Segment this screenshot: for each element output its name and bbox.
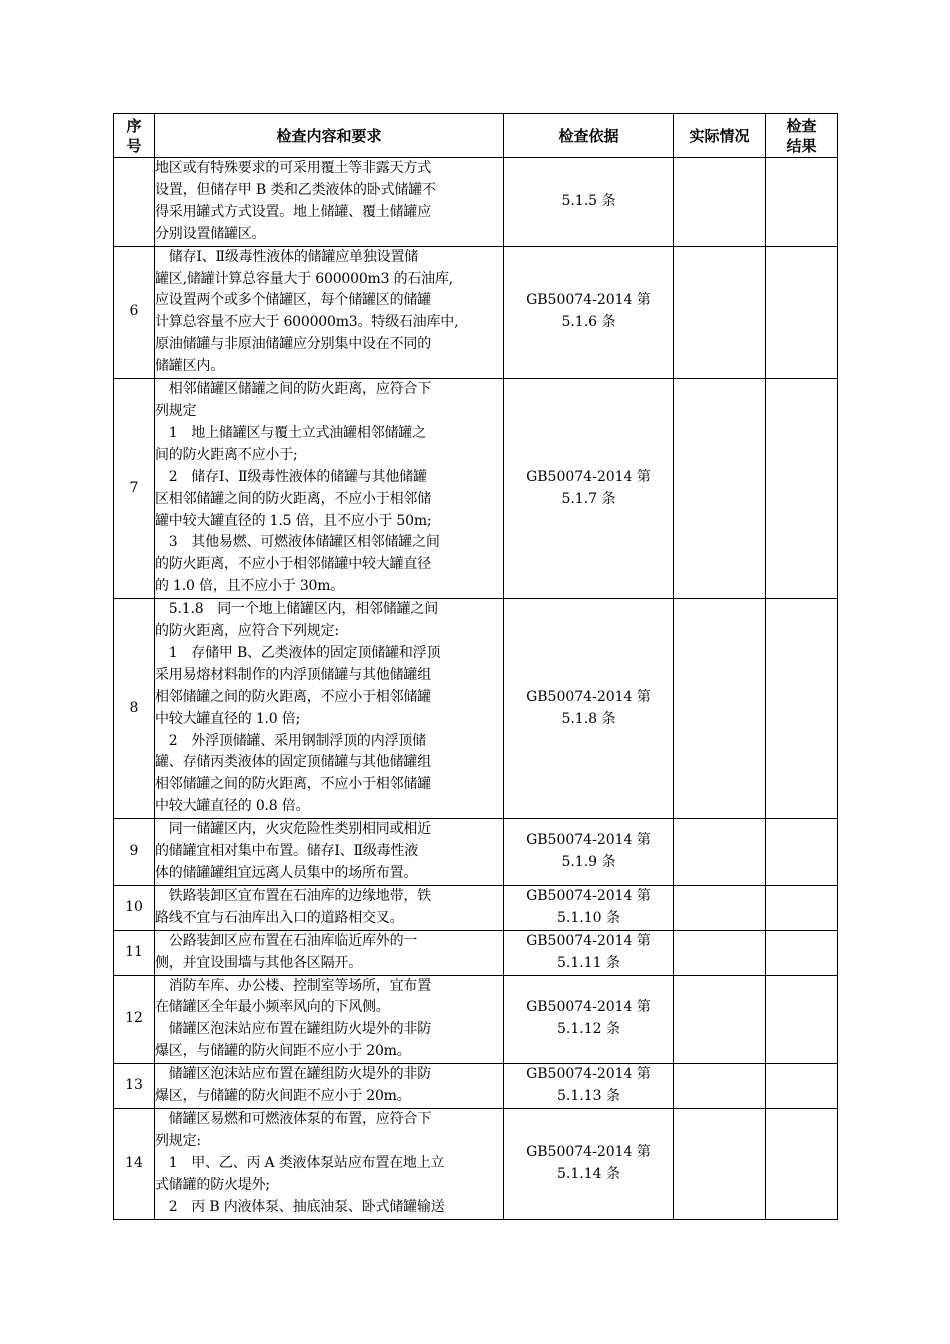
row-result[interactable]	[766, 158, 838, 247]
content-line: 2 储存Ⅰ、Ⅱ级毒性液体的储罐与其他储罐	[155, 468, 427, 485]
row-result[interactable]	[766, 246, 838, 378]
content-line: 分别设置储罐区。	[155, 225, 266, 242]
content-line: 2 外浮顶储罐、采用钢制浮顶的内浮顶储	[155, 732, 426, 749]
table-row	[114, 246, 838, 378]
content-line: 的防火距离，不应小于相邻储罐中较大罐直径	[155, 556, 431, 573]
content-line: 中较大罐直径的 1.0 倍;	[155, 710, 301, 727]
table-row	[114, 158, 838, 247]
content-line: 的储罐宜相对集中布置。储存Ⅰ、Ⅱ级毒性液	[155, 843, 419, 860]
row-basis	[504, 599, 674, 819]
header-content: 检查内容和要求	[155, 114, 504, 158]
content-line: 1 甲、乙、丙 A 类液体泵站应布置在地上立	[155, 1154, 445, 1171]
row-basis	[504, 819, 674, 886]
row-content	[155, 930, 504, 975]
table-row	[114, 1108, 838, 1219]
basis-line: GB50074-2014 第	[526, 1143, 651, 1160]
content-line: 储罐区易燃和可燃液体泵的布置，应符合下	[155, 1110, 431, 1127]
content-line: 区相邻储罐之间的防火距离，不应小于相邻储	[155, 490, 431, 507]
row-number: 10	[114, 885, 155, 930]
row-basis	[504, 379, 674, 599]
inspection-checklist-table	[113, 113, 838, 1220]
row-result[interactable]	[766, 379, 838, 599]
basis-line: GB50074-2014 第	[526, 688, 651, 705]
content-line: 应设置两个或多个储罐区，每个储罐区的储罐	[155, 292, 431, 309]
row-number	[114, 158, 155, 247]
row-content	[155, 599, 504, 819]
content-line: 中较大罐直径的 0.8 倍。	[155, 798, 310, 815]
basis-line: 5.1.9 条	[561, 854, 616, 871]
table-row	[114, 885, 838, 930]
row-basis	[504, 1108, 674, 1219]
row-result[interactable]	[766, 599, 838, 819]
row-content	[155, 1108, 504, 1219]
header-no: 序号	[114, 114, 155, 158]
content-line: 侧，并宜设围墙与其他各区隔开。	[155, 954, 362, 971]
row-number: 7	[114, 379, 155, 599]
row-number: 14	[114, 1108, 155, 1219]
row-actual[interactable]	[674, 246, 766, 378]
row-basis	[504, 975, 674, 1064]
content-line: 采用易熔材料制作的内浮顶储罐与其他储罐组	[155, 666, 431, 683]
row-number: 8	[114, 599, 155, 819]
content-line: 罐区,储罐计算总容量大于 600000m3 的石油库,	[155, 270, 454, 287]
content-line: 的 1.0 倍，且不应小于 30m。	[155, 578, 345, 595]
content-line: 消防车库、办公楼、控制室等场所，宜布置	[155, 977, 431, 994]
table-row	[114, 1064, 838, 1109]
content-line: 列规定	[155, 402, 197, 419]
header-result: 检查结果	[766, 114, 838, 158]
basis-line: 5.1.14 条	[557, 1165, 620, 1182]
row-result[interactable]	[766, 1064, 838, 1109]
row-basis	[504, 158, 674, 247]
row-basis	[504, 885, 674, 930]
content-line: 3 其他易燃、可燃液体储罐区相邻储罐之间	[155, 534, 440, 551]
basis-line: 5.1.10 条	[557, 909, 620, 926]
row-number: 13	[114, 1064, 155, 1109]
row-content	[155, 158, 504, 247]
basis-line: 5.1.5 条	[561, 192, 616, 209]
table-header-row	[114, 114, 838, 158]
content-line: 储罐区内。	[155, 358, 224, 375]
row-number: 6	[114, 246, 155, 378]
row-actual[interactable]	[674, 158, 766, 247]
table-row	[114, 599, 838, 819]
basis-line: GB50074-2014 第	[526, 999, 651, 1016]
content-line: 1 存储甲 B、乙类液体的固定顶储罐和浮顶	[155, 644, 441, 661]
content-line: 爆区，与储罐的防火间距不应小于 20m。	[155, 1088, 411, 1105]
row-basis	[504, 246, 674, 378]
basis-line: GB50074-2014 第	[526, 468, 651, 485]
content-line: 5.1.8 同一个地上储罐区内，相邻储罐之间	[155, 601, 439, 618]
row-basis	[504, 1064, 674, 1109]
row-actual[interactable]	[674, 599, 766, 819]
table-row	[114, 975, 838, 1064]
content-line: 地区或有特殊要求的可采用覆土等非露天方式	[155, 160, 431, 176]
content-line: 铁路装卸区宜布置在石油库的边缘地带，铁	[155, 887, 431, 904]
basis-line: GB50074-2014 第	[526, 932, 651, 949]
content-line: 得采用罐式方式设置。地上储罐、覆土储罐应	[155, 203, 431, 220]
content-line: 列规定:	[155, 1132, 201, 1149]
content-line: 设置，但储存甲 B 类和乙类液体的卧式储罐不	[155, 181, 436, 198]
content-line: 1 地上储罐区与覆土立式油罐相邻储罐之	[155, 424, 426, 441]
header-basis: 检查依据	[504, 114, 674, 158]
basis-line: GB50074-2014 第	[526, 1066, 651, 1083]
content-line: 路线不宜与石油库出入口的道路相交叉。	[155, 909, 404, 926]
row-actual[interactable]	[674, 975, 766, 1064]
table-row	[114, 379, 838, 599]
content-line: 间的防火距离不应小于;	[155, 446, 298, 463]
content-line: 相邻储罐之间的防火距离，不应小于相邻储罐	[155, 688, 431, 705]
basis-line: 5.1.7 条	[561, 490, 616, 507]
content-line: 在储罐区全年最小频率风向的下风侧。	[155, 999, 390, 1016]
row-actual[interactable]	[674, 819, 766, 886]
row-result[interactable]	[766, 975, 838, 1064]
content-line: 储罐区泡沫站应布置在罐组防火堤外的非防	[155, 1021, 431, 1038]
table-row	[114, 819, 838, 886]
row-actual[interactable]	[674, 885, 766, 930]
content-line: 的防火距离，应符合下列规定:	[155, 623, 339, 640]
content-line: 同一储罐区内，火灾危险性类别相同或相近	[155, 821, 431, 838]
content-line: 相邻储罐区储罐之间的防火距离，应符合下	[155, 381, 431, 398]
row-content	[155, 885, 504, 930]
content-line: 公路装卸区应布置在石油库临近库外的一	[155, 932, 418, 949]
row-result[interactable]	[766, 930, 838, 975]
basis-line: 5.1.12 条	[557, 1021, 620, 1038]
content-line: 爆区，与储罐的防火间距不应小于 20m。	[155, 1043, 411, 1060]
basis-line: 5.1.13 条	[557, 1088, 620, 1105]
basis-line: 5.1.11 条	[557, 954, 620, 971]
content-line: 2 丙 B 内液体泵、抽底油泵、卧式储罐输送	[155, 1198, 445, 1215]
row-result[interactable]	[766, 1108, 838, 1219]
header-actual: 实际情况	[674, 114, 766, 158]
row-content	[155, 379, 504, 599]
basis-line: GB50074-2014 第	[526, 887, 651, 904]
row-basis	[504, 930, 674, 975]
row-number: 12	[114, 975, 155, 1064]
content-line: 相邻储罐之间的防火距离，不应小于相邻储罐	[155, 776, 431, 793]
content-line: 式储罐的防火堤外;	[155, 1176, 270, 1193]
content-line: 罐中较大罐直径的 1.5 倍，且不应小于 50m;	[155, 512, 432, 529]
content-line: 储罐区泡沫站应布置在罐组防火堤外的非防	[155, 1066, 431, 1083]
content-line: 计算总容量不应大于 600000m3。特级石油库中,	[155, 314, 459, 331]
basis-line: 5.1.8 条	[561, 710, 616, 727]
row-content	[155, 975, 504, 1064]
content-line: 罐、存储丙类液体的固定顶储罐与其他储罐组	[155, 754, 431, 771]
table-body	[114, 158, 838, 1220]
row-actual[interactable]	[674, 1064, 766, 1109]
row-content	[155, 1064, 504, 1109]
table-row	[114, 930, 838, 975]
row-result[interactable]	[766, 819, 838, 886]
row-content	[155, 819, 504, 886]
basis-line: GB50074-2014 第	[526, 292, 651, 309]
row-actual[interactable]	[674, 930, 766, 975]
row-result[interactable]	[766, 885, 838, 930]
content-line: 体的储罐罐组宜远离人员集中的场所布置。	[155, 865, 418, 881]
basis-line: GB50074-2014 第	[526, 832, 651, 849]
content-line: 储存Ⅰ、Ⅱ级毒性液体的储罐应单独设置储	[155, 248, 419, 265]
row-number: 11	[114, 930, 155, 975]
row-content	[155, 246, 504, 378]
content-line: 原油储罐与非原油储罐应分别集中设在不同的	[155, 336, 431, 353]
row-actual[interactable]	[674, 1108, 766, 1219]
row-actual[interactable]	[674, 379, 766, 599]
row-number: 9	[114, 819, 155, 886]
basis-line: 5.1.6 条	[561, 314, 616, 331]
